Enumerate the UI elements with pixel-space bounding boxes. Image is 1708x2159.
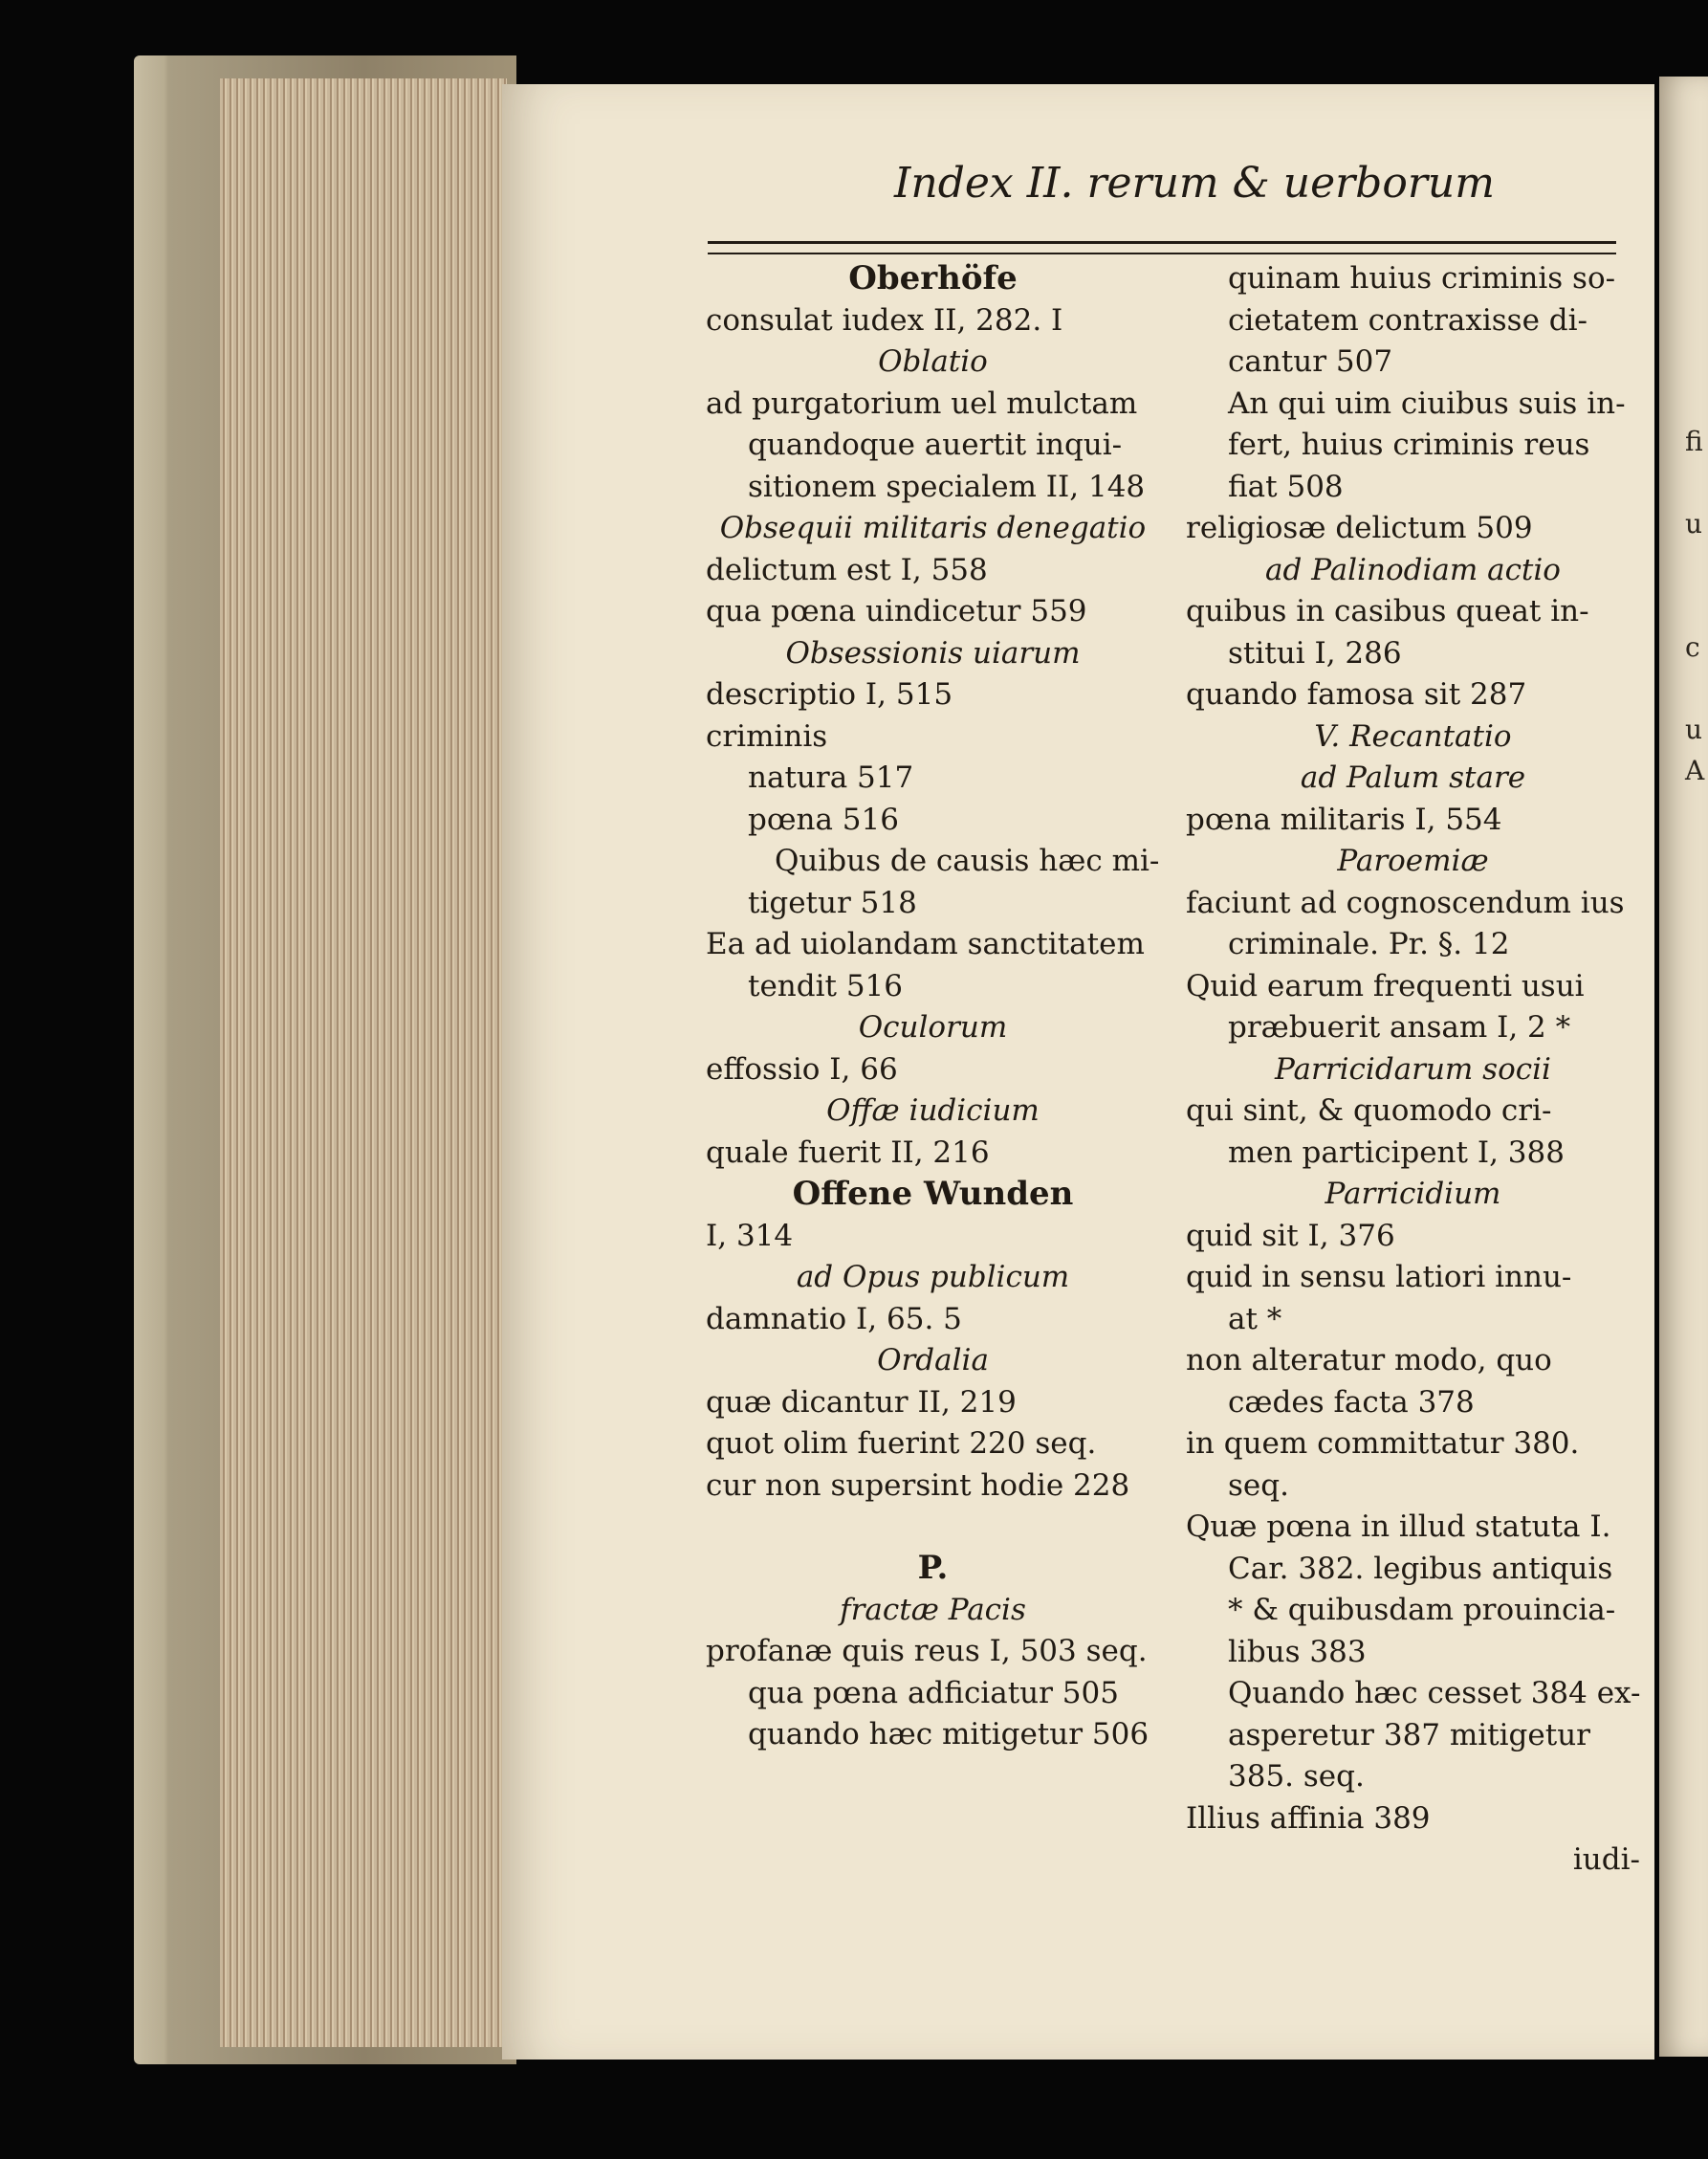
index-entry: Quando hæc cesset 384 ex- <box>1228 1676 1641 1710</box>
index-heading: Obsessionis uiarum <box>785 635 1081 671</box>
index-entry: quæ dicantur II, 219 <box>706 1384 1017 1420</box>
index-entry: consulat iudex II, 282. I <box>706 302 1063 338</box>
index-heading: Oblatio <box>878 344 988 379</box>
index-heading: Parricidarum socii <box>1275 1051 1551 1087</box>
index-entry: quando famosa sit 287 <box>1186 677 1527 712</box>
index-entry: profanæ quis reus I, 503 seq. <box>706 1634 1148 1668</box>
facing-page-letter: A <box>1685 755 1705 786</box>
index-entry: Illius affinia 389 <box>1186 1800 1431 1836</box>
running-head: Index II. rerum & uerborum <box>894 159 1495 208</box>
index-entry: seq. <box>1228 1467 1289 1503</box>
index-entry: sitionem specialem II, 148 <box>748 469 1146 504</box>
index-entry: cantur 507 <box>1228 344 1393 379</box>
index-entry: at * <box>1228 1301 1282 1336</box>
facing-page-letter <box>1685 462 1704 503</box>
index-heading: Offene Wunden <box>792 1175 1074 1213</box>
facing-page-fragments <box>1685 421 1704 791</box>
index-entry: fiat 508 <box>1228 469 1344 504</box>
facing-page-letter: c <box>1685 631 1700 663</box>
index-entry: damnatio I, 65. 5 <box>706 1301 962 1336</box>
index-heading: P. <box>917 1549 949 1587</box>
index-heading: Paroemiæ <box>1337 844 1489 878</box>
index-entry: Quid earum frequenti usui <box>1186 968 1585 1003</box>
index-entry: effossio I, 66 <box>706 1051 898 1087</box>
index-entry: natura 517 <box>748 760 914 795</box>
index-heading: V. Recantatio <box>1314 718 1512 754</box>
index-entry: quid in sensu latiori innu- <box>1186 1260 1572 1294</box>
index-entry: non alteratur modo, quo <box>1186 1343 1552 1377</box>
index-entry: in quem committatur 380. <box>1186 1426 1580 1461</box>
index-column-left <box>706 258 1160 1756</box>
index-heading: Oculorum <box>858 1010 1008 1045</box>
index-entry <box>706 1507 1160 1548</box>
index-entry: quibus in casibus queat in- <box>1186 594 1589 628</box>
facing-page-letter: u <box>1685 714 1703 745</box>
header-rule <box>708 241 1616 254</box>
index-entry: descriptio I, 515 <box>706 677 953 712</box>
index-entry: cædes facta 378 <box>1228 1384 1475 1420</box>
index-heading: Offæ iudicium <box>826 1093 1040 1128</box>
index-entry: libus 383 <box>1228 1634 1367 1669</box>
index-entry: 385. seq. <box>1228 1759 1365 1794</box>
index-entry: Quibus de causis hæc mi- <box>775 844 1160 878</box>
index-entry: qui sint, & quomodo cri- <box>1186 1093 1552 1128</box>
index-entry: pœna 516 <box>748 802 899 837</box>
index-entry: criminale. Pr. §. 12 <box>1228 927 1510 961</box>
index-entry: quot olim fuerint 220 seq. <box>706 1426 1097 1461</box>
index-entry: men participent I, 388 <box>1228 1135 1565 1170</box>
index-entry: quale fuerit II, 216 <box>706 1135 990 1170</box>
index-entry: delictum est I, 558 <box>706 552 988 587</box>
index-entry: stitui I, 286 <box>1228 635 1402 671</box>
facing-page-letter <box>1685 668 1704 709</box>
facing-page-letter: u <box>1685 508 1703 540</box>
index-entry: quando hæc mitigetur 506 <box>748 1717 1150 1751</box>
index-heading: ad Palinodiam actio <box>1265 552 1561 587</box>
page-edges <box>220 78 507 2047</box>
index-entry: religiosæ delictum 509 <box>1186 511 1533 545</box>
facing-page-letter <box>1685 585 1704 627</box>
index-heading: Ordalia <box>877 1343 989 1377</box>
index-entry: cietatem contraxisse di- <box>1228 302 1588 338</box>
index-entry: tigetur 518 <box>748 885 917 920</box>
index-entry: qua pœna adficiatur 505 <box>748 1675 1119 1710</box>
index-entry: Car. 382. legibus antiquis <box>1228 1551 1613 1586</box>
index-entry: faciunt ad cognoscendum ius <box>1186 885 1625 920</box>
index-entry: fert, huius criminis reus <box>1228 428 1590 462</box>
index-entry: tendit 516 <box>748 968 904 1003</box>
index-heading: fractæ Pacis <box>840 1592 1026 1627</box>
index-heading: ad Opus publicum <box>796 1260 1070 1294</box>
index-heading: ad Palum stare <box>1300 760 1526 795</box>
index-entry: * & quibusdam prouincia- <box>1228 1593 1616 1627</box>
index-entry: Ea ad uiolandam sanctitatem <box>706 927 1145 961</box>
index-entry: quid sit I, 376 <box>1186 1218 1395 1253</box>
facing-page-letter: fi <box>1685 426 1703 457</box>
index-heading: Oberhöfe <box>848 259 1018 297</box>
index-heading: Obsequii militaris denegatio <box>719 511 1147 545</box>
index-entry: ad purgatorium uel mulctam <box>706 386 1138 421</box>
index-entry: quinam huius criminis so- <box>1228 261 1616 296</box>
index-entry: qua pœna uindicetur 559 <box>706 594 1087 628</box>
index-entry: I, 314 <box>706 1218 794 1253</box>
facing-page-letter <box>1685 544 1704 585</box>
index-entry: criminis <box>706 718 828 754</box>
index-entry: An qui uim ciuibus suis in- <box>1228 386 1626 421</box>
index-column-right <box>1186 258 1640 1882</box>
index-entry: Quæ pœna in illud statuta I. <box>1186 1509 1611 1544</box>
index-entry: quandoque auertit inqui- <box>748 428 1123 462</box>
index-entry: asperetur 387 mitigetur <box>1228 1717 1590 1752</box>
index-entry: præbuerit ansam I, 2 * <box>1228 1010 1571 1045</box>
index-entry: iudi- <box>1572 1842 1640 1877</box>
facing-page-edge <box>1659 77 1708 2057</box>
index-entry: cur non supersint hodie 228 <box>706 1467 1130 1503</box>
index-entry: pœna militaris I, 554 <box>1186 802 1502 837</box>
index-heading: Parricidium <box>1325 1177 1501 1211</box>
